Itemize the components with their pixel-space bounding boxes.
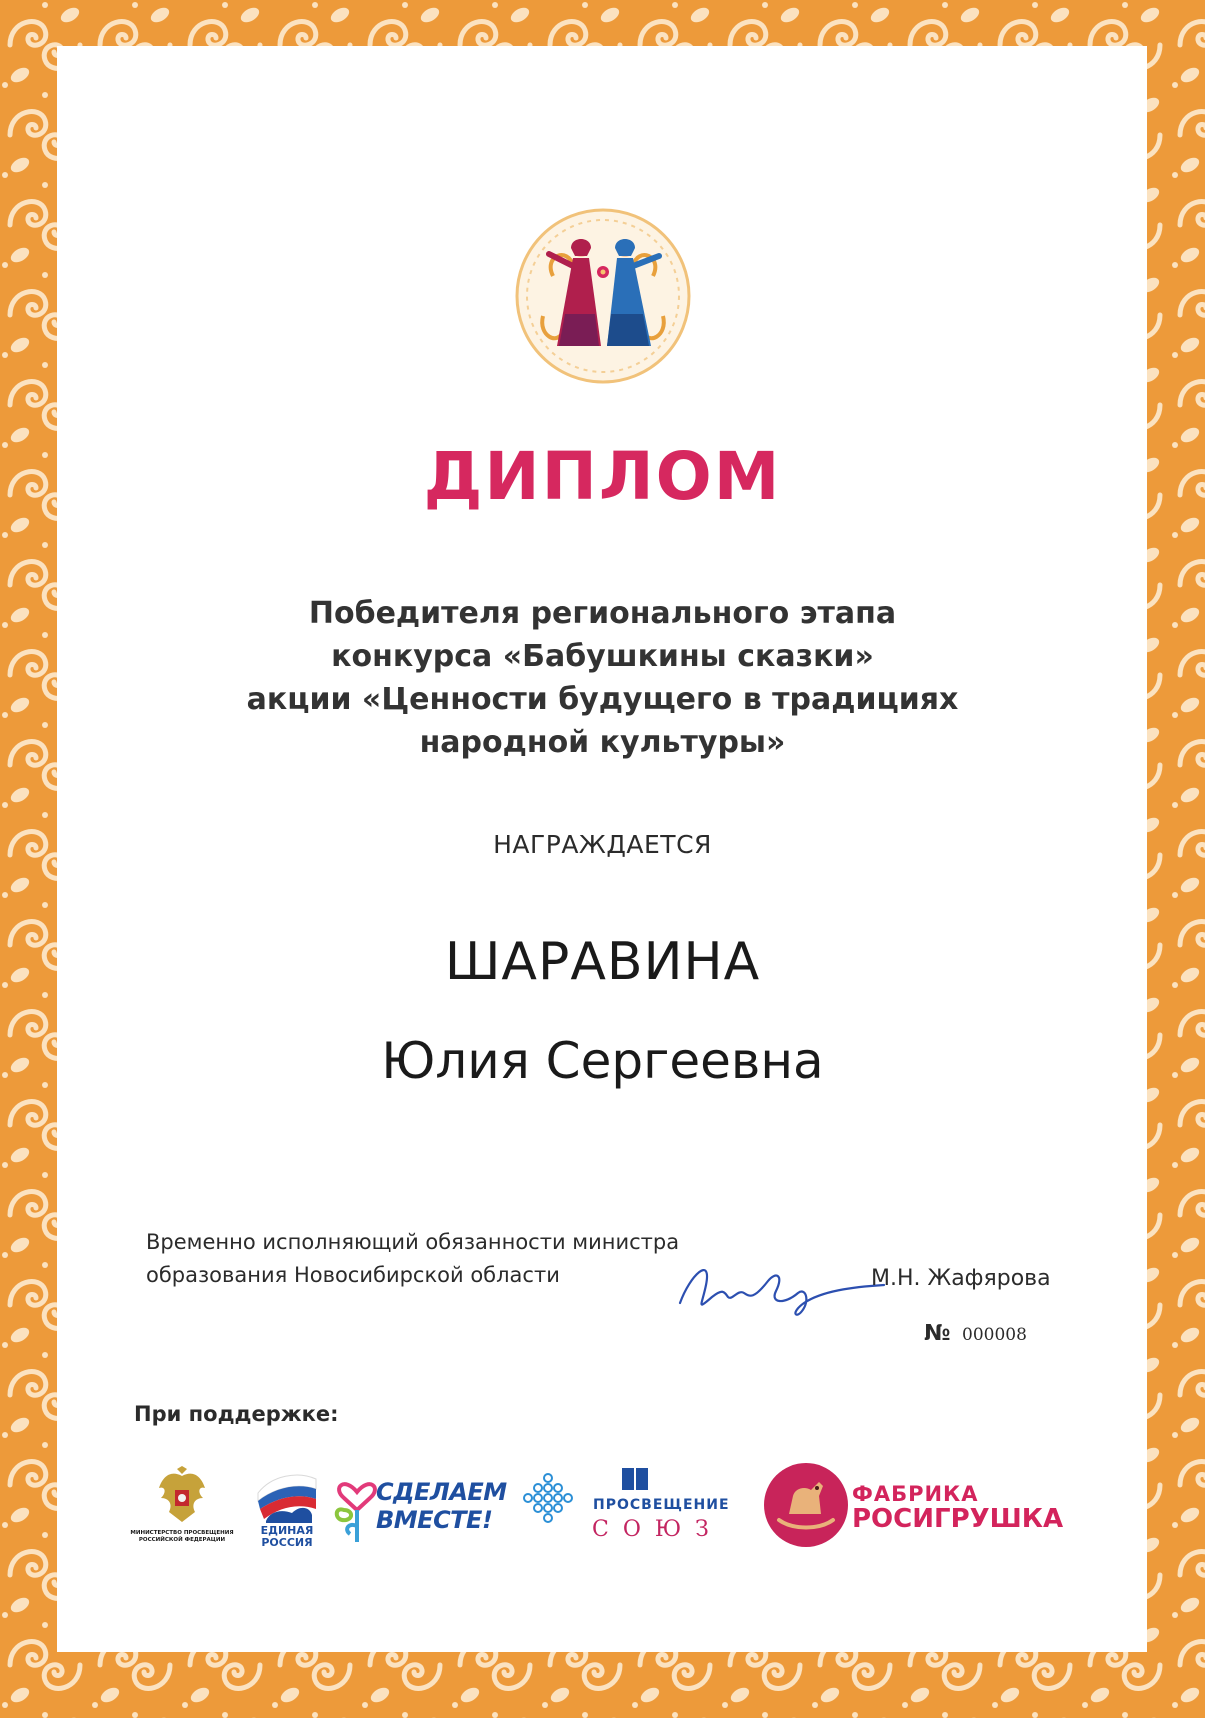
signatory-name: М.Н. Жафярова [871,1266,1051,1291]
sponsor-sdelaem-line: СДЕЛАЕМ [376,1478,507,1506]
sponsor-ministry-line: МИНИСТЕРСТВО ПРОСВЕЩЕНИЯ [130,1530,234,1536]
signatory-role-line: Временно исполняющий обязанности министра [146,1230,680,1254]
sponsor-prosveshchenie-line: ПРОСВЕЩЕНИЕ [593,1497,730,1513]
awarded-label: НАГРАЖДАЕТСЯ [493,830,712,859]
sponsor-united-russia-line: ЕДИНАЯ [260,1524,314,1537]
diploma-title: ДИПЛОМ [423,438,782,515]
heart-flower-icon [334,1466,380,1546]
subtitle-line: акции «Ценности будущего в традициях [246,682,959,717]
certificate-number-value: 000008 [962,1325,1027,1345]
bear-flag-icon [252,1465,322,1525]
subtitle-line: конкурса «Бабушкины сказки» [331,639,874,674]
sponsor-ministry-logo [128,1466,236,1551]
sponsor-fabrika-line: ФАБРИКА [852,1482,979,1506]
certificate-number-label: № [924,1321,951,1346]
sponsor-sdelaem-line: ВМЕСТЕ! [376,1506,493,1534]
sponsor-rosigrushka-logo [763,1458,1103,1553]
sponsor-prosveshchenie-soyuz-logo [520,1462,760,1552]
book-icon [620,1466,650,1492]
signatory-role [146,1226,679,1292]
recipient-given-names: Юлия Сергеевна [381,1032,824,1090]
sponsor-rosigrushka-line: РОСИГРУШКА [852,1504,1064,1534]
diploma-subtitle [200,592,1005,764]
sponsor-united-russia-logo [252,1465,322,1550]
sponsor-united-russia-line: РОССИЯ [261,1536,313,1549]
rocking-horse-icon [763,1462,849,1548]
signatory-role-line: образования Новосибирской области [146,1263,560,1287]
subtitle-line: народной культуры» [419,725,786,760]
sponsor-sdelaem-vmeste-logo [334,1462,507,1552]
support-label: При поддержке: [134,1402,339,1426]
double-headed-eagle-icon [157,1466,207,1528]
subtitle-line: Победителя регионального этапа [308,596,897,631]
contest-logo [513,206,693,386]
sponsor-soyuz-line: СОЮЗ [592,1517,723,1542]
sponsor-ministry-line: РОССИЙСКОЙ ФЕДЕРАЦИИ [138,1537,226,1543]
recipient-surname: ШАРАВИНА [444,932,761,992]
handwritten-signature [672,1245,887,1325]
dots-cluster-icon [520,1472,576,1542]
